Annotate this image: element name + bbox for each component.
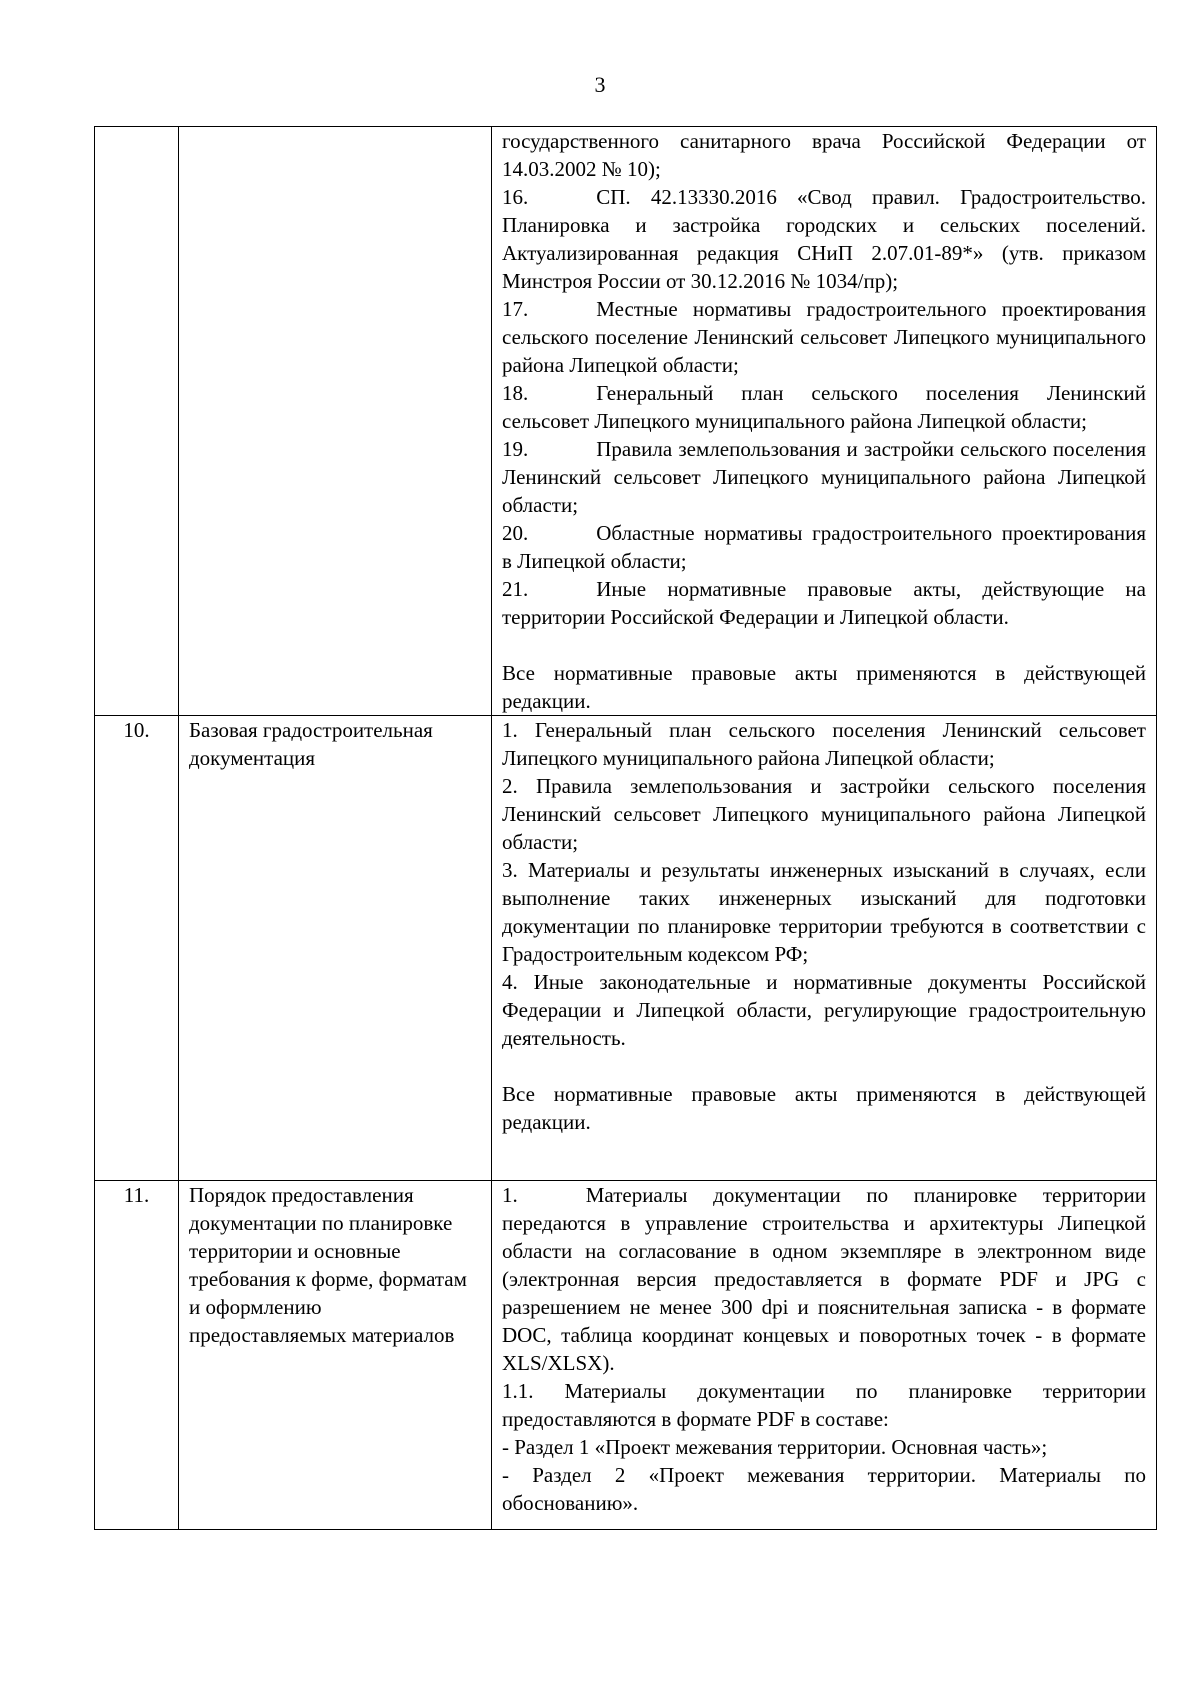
row-number-cell [95,127,179,716]
list-item: 19. Правила землепользования и застройки сельского поселения Ленинский сельсовет Липецкого муниципального района Липецкой области; [502,437,1146,517]
list-item: 4. Иные законодательные и нормативные документы Российской Федерации и Липецкой области, регулирующие градостроительную деятельность. [502,970,1146,1050]
section-item: - Раздел 2 «Проект межевания территории. Материалы по обоснованию». [502,1463,1146,1515]
closing-note: Все нормативные правовые акты применяются в действующей редакции. [502,661,1146,713]
list-item: 1. Материалы документации по планировке территории передаются в управление строительства и архитектуры Липецкой области на согласование в одном экземпляре в электронном виде (электронная версия предоставляется в формате PDF и JPG с разрешением не менее 300 dpi и пояснительная записка - в формате DOC, таблица координат концевых и поворотных точек - в формате XLS/XLSX). [502,1183,1146,1375]
row-label-cell: Порядок предоставления документации по планировке территории и основные требования к форме, форматам и оформлению предоставляемых материалов [179,1181,492,1530]
row-number-cell: 11. [95,1181,179,1530]
page-number: 3 [594,72,606,97]
table-row-11 [95,1181,1157,1530]
table-row-10 [95,716,1157,1181]
row-content-cell [492,1181,1157,1530]
table-row-continuation [95,127,1157,716]
list-item: 1. Генеральный план сельского поселения Ленинский сельсовет Липецкого муниципального района Липецкой области; [502,718,1146,770]
list-item: 17. Местные нормативы градостроительного проектирования сельского поселение Ленинский сельсовет Липецкого муниципального района Липецкой области; [502,297,1146,377]
section-item: - Раздел 1 «Проект межевания территории. Основная часть»; [502,1435,1048,1459]
list-item: 18. Генеральный план сельского поселения Ленинский сельсовет Липецкого муниципального района Липецкой области; [502,381,1146,433]
requirements-table [94,126,1157,1530]
list-item: 21. Иные нормативные правовые акты, действующие на территории Российской Федерации и Липецкой области. [502,577,1146,629]
closing-note: Все нормативные правовые акты применяются в действующей редакции. [502,1082,1146,1134]
list-item: 2. Правила землепользования и застройки сельского поселения Ленинский сельсовет Липецкого муниципального района Липецкой области; [502,774,1146,854]
row-label-cell [179,127,492,716]
row-number-cell: 10. [95,716,179,1181]
sub-item: 1.1. Материалы документации по планировке территории предоставляются в формате PDF в составе: [502,1379,1146,1431]
row-content-cell [492,716,1157,1181]
row-label-cell: Базовая градостроительная документация [179,716,492,1181]
continued-text: государственного санитарного врача Российской Федерации от 14.03.2002 № 10); [502,129,1146,181]
list-item: 3. Материалы и результаты инженерных изысканий в случаях, если выполнение таких инженерных изысканий для подготовки документации по планировке территории требуются в соответствии с Градостроительным кодексом РФ; [502,858,1146,966]
row-content-cell [492,127,1157,716]
list-item: 20. Областные нормативы градостроительного проектирования в Липецкой области; [502,521,1146,573]
list-item: 16. СП. 42.13330.2016 «Свод правил. Градостроительство. Планировка и застройка городских и сельских поселений. Актуализированная редакция СНиП 2.07.01-89*» (утв. приказом Минстроя России от 30.12.2016 № 1034/пр); [502,185,1146,293]
